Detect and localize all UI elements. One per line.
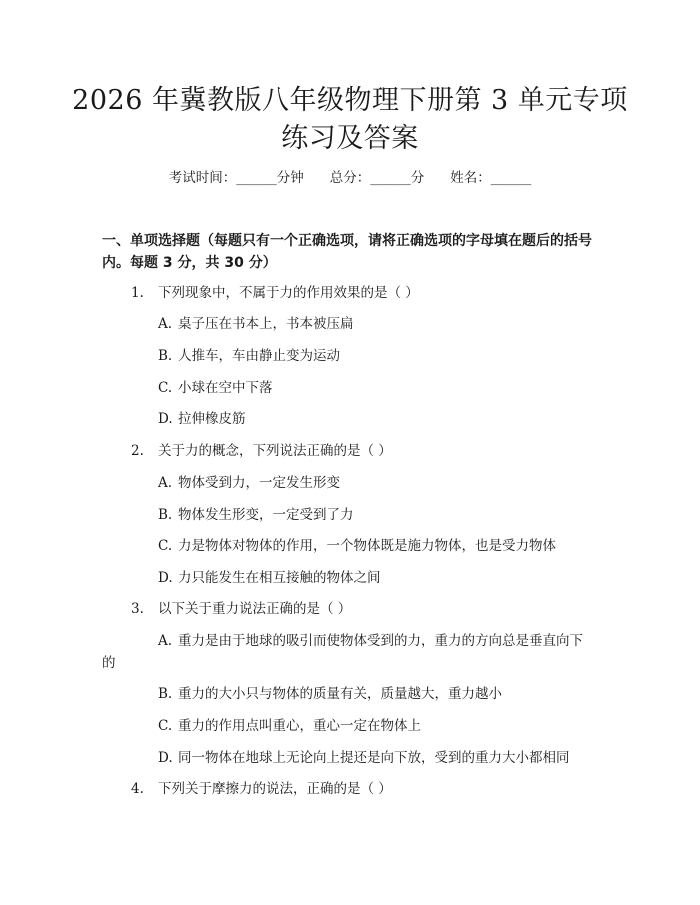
question-number: 1. [131,285,144,301]
option-text: 桌子压在书本上，书本被压扁 [178,316,354,332]
option-letter: B. [158,348,173,364]
section-heading-line-1: 一、单项选择题（每题只有一个正确选项，请将正确选项的字母填在题后的括号 [102,233,592,249]
option-letter: A. [158,475,173,491]
option-letter: A. [158,316,173,332]
question-text: 下列关于摩擦力的说法，正确的是（ ） [158,781,392,797]
option-text-wrap: 的 [102,655,116,671]
question-text: 以下关于重力说法正确的是（ ） [158,601,352,617]
option-letter: B. [158,686,173,702]
option-letter: D. [158,411,173,427]
total-score-field: 总分：______分 [329,170,425,186]
option-text: 力是物体对物体的作用，一个物体既是施力物体，也是受力物体 [178,538,556,554]
exam-time-field: 考试时间：______分钟 [168,170,304,186]
option-text: 力只能发生在相互接触的物体之间 [178,570,381,586]
document-title-line-1: 2026 年冀教版八年级物理下册第 3 单元专项 [72,85,628,116]
question-number: 2. [131,443,144,459]
option-text: 人推车，车由静止变为运动 [178,348,340,364]
option-letter: C. [158,538,173,554]
document-title-line-2: 练习及答案 [281,123,419,154]
student-name-field: 姓名：______ [450,170,532,186]
option-text: 同一物体在地球上无论向上提还是向下放，受到的重力大小都相同 [178,750,570,766]
question-text: 下列现象中，不属于力的作用效果的是（ ） [158,285,419,301]
option-letter: B. [158,507,173,523]
option-text: 重力的大小只与物体的质量有关，质量越大，重力越小 [178,686,502,702]
option-letter: C. [158,380,173,396]
question-number: 3. [131,601,144,617]
option-text: 物体受到力，一定发生形变 [178,475,340,491]
option-text: 重力是由于地球的吸引而使物体受到的力，重力的方向总是垂直向下 [178,633,583,649]
exam-info-row [0,168,700,188]
option-text: 小球在空中下落 [178,380,273,396]
option-letter: D. [158,570,173,586]
question-number: 4. [131,781,144,797]
option-letter: A. [158,633,173,649]
option-text: 重力的作用点叫重心，重心一定在物体上 [178,718,421,734]
question-text: 关于力的概念，下列说法正确的是（ ） [158,443,392,459]
option-letter: C. [158,718,173,734]
option-text: 物体发生形变，一定受到了力 [178,507,354,523]
option-text: 拉伸橡皮筋 [178,411,246,427]
option-letter: D. [158,750,173,766]
section-heading-line-2: 内。每题 3 分，共 30 分） [102,255,277,271]
